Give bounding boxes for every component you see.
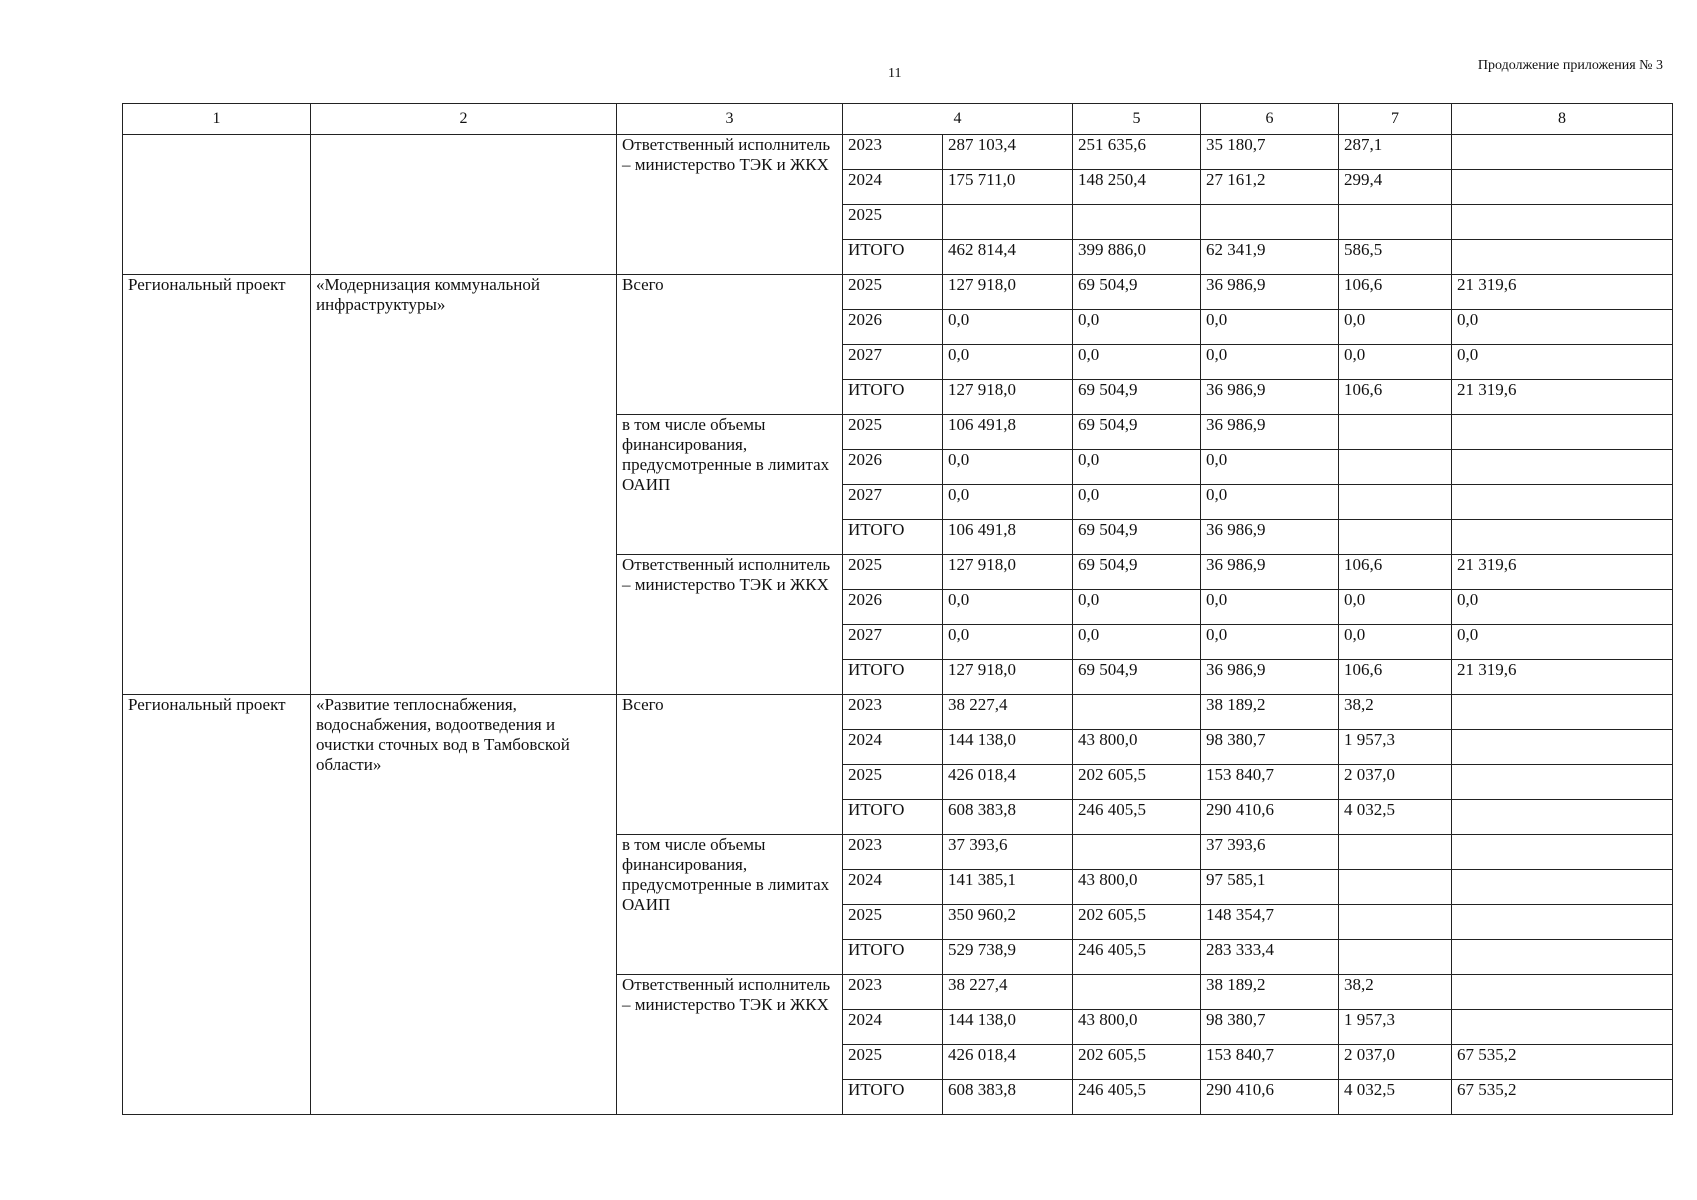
- year-cell: 2023: [843, 135, 943, 170]
- value-cell-c5: 69 504,9: [1073, 415, 1201, 450]
- column-header-4: 4: [843, 104, 1073, 135]
- value-cell-c5: 69 504,9: [1073, 275, 1201, 310]
- value-cell-c5: 246 405,5: [1073, 1080, 1201, 1115]
- value-cell-c6: 62 341,9: [1201, 240, 1339, 275]
- column-header-2: 2: [311, 104, 617, 135]
- table-body: [123, 135, 1673, 1115]
- value-cell-c4: 127 918,0: [943, 380, 1073, 415]
- year-cell: 2024: [843, 170, 943, 205]
- value-cell-c7: [1339, 415, 1452, 450]
- value-cell-c6: 98 380,7: [1201, 730, 1339, 765]
- value-cell-c4: 37 393,6: [943, 835, 1073, 870]
- column-header-8: 8: [1452, 104, 1673, 135]
- value-cell-c5: 202 605,5: [1073, 765, 1201, 800]
- project-name-cell: «Модернизация коммунальной инфраструктуры»: [311, 275, 617, 695]
- value-cell-c6: 27 161,2: [1201, 170, 1339, 205]
- value-cell-c6: 153 840,7: [1201, 1045, 1339, 1080]
- year-cell: ИТОГО: [843, 940, 943, 975]
- value-cell-c4: 141 385,1: [943, 870, 1073, 905]
- value-cell-c4: 529 738,9: [943, 940, 1073, 975]
- value-cell-c6: 38 189,2: [1201, 975, 1339, 1010]
- value-cell-c7: 106,6: [1339, 275, 1452, 310]
- value-cell-c8: [1452, 730, 1673, 765]
- column-header-6: 6: [1201, 104, 1339, 135]
- value-cell-c8: [1452, 870, 1673, 905]
- continuation-label: Продолжение приложения № 3: [1477, 58, 1663, 73]
- value-cell-c8: 21 319,6: [1452, 380, 1673, 415]
- value-cell-c8: 21 319,6: [1452, 555, 1673, 590]
- project-name-cell: «Развитие теплоснабжения, водоснабжения, водоотведения и очистки сточных вод в Тамбовской области»: [311, 695, 617, 1115]
- value-cell-c7: [1339, 940, 1452, 975]
- value-cell-c6: 36 986,9: [1201, 520, 1339, 555]
- funding-source-cell: Ответственный исполнитель – министерство ТЭК и ЖКХ: [617, 975, 843, 1115]
- year-cell: 2025: [843, 765, 943, 800]
- value-cell-c5: [1073, 695, 1201, 730]
- value-cell-c5: 0,0: [1073, 590, 1201, 625]
- value-cell-c7: [1339, 485, 1452, 520]
- table-row: [123, 275, 1673, 310]
- value-cell-c8: [1452, 905, 1673, 940]
- value-cell-c4: 0,0: [943, 345, 1073, 380]
- value-cell-c6: 36 986,9: [1201, 275, 1339, 310]
- funding-source-cell: в том числе объемы финансирования, предусмотренные в лимитах ОАИП: [617, 835, 843, 975]
- value-cell-c8: [1452, 205, 1673, 240]
- value-cell-c7: 0,0: [1339, 310, 1452, 345]
- value-cell-c6: 283 333,4: [1201, 940, 1339, 975]
- financing-table: [122, 103, 1673, 1115]
- value-cell-c8: [1452, 940, 1673, 975]
- value-cell-c4: 106 491,8: [943, 415, 1073, 450]
- year-cell: 2024: [843, 730, 943, 765]
- project-name-cell: [311, 135, 617, 275]
- value-cell-c8: 21 319,6: [1452, 660, 1673, 695]
- year-cell: 2024: [843, 870, 943, 905]
- year-cell: ИТОГО: [843, 520, 943, 555]
- value-cell-c6: 36 986,9: [1201, 380, 1339, 415]
- year-cell: 2023: [843, 835, 943, 870]
- value-cell-c4: 127 918,0: [943, 660, 1073, 695]
- year-cell: ИТОГО: [843, 240, 943, 275]
- value-cell-c4: 0,0: [943, 485, 1073, 520]
- value-cell-c7: [1339, 205, 1452, 240]
- value-cell-c4: 0,0: [943, 590, 1073, 625]
- value-cell-c4: 127 918,0: [943, 275, 1073, 310]
- value-cell-c5: 69 504,9: [1073, 660, 1201, 695]
- value-cell-c5: 0,0: [1073, 345, 1201, 380]
- value-cell-c6: 36 986,9: [1201, 555, 1339, 590]
- value-cell-c7: [1339, 905, 1452, 940]
- value-cell-c7: 0,0: [1339, 345, 1452, 380]
- year-cell: 2027: [843, 485, 943, 520]
- value-cell-c4: 106 491,8: [943, 520, 1073, 555]
- value-cell-c5: 0,0: [1073, 450, 1201, 485]
- value-cell-c6: 153 840,7: [1201, 765, 1339, 800]
- value-cell-c4: 287 103,4: [943, 135, 1073, 170]
- value-cell-c7: 2 037,0: [1339, 1045, 1452, 1080]
- value-cell-c8: [1452, 1010, 1673, 1045]
- value-cell-c7: [1339, 835, 1452, 870]
- value-cell-c6: 38 189,2: [1201, 695, 1339, 730]
- value-cell-c8: [1452, 975, 1673, 1010]
- value-cell-c4: 426 018,4: [943, 1045, 1073, 1080]
- value-cell-c6: 0,0: [1201, 625, 1339, 660]
- year-cell: ИТОГО: [843, 380, 943, 415]
- value-cell-c4: 0,0: [943, 450, 1073, 485]
- value-cell-c7: 4 032,5: [1339, 1080, 1452, 1115]
- value-cell-c4: 350 960,2: [943, 905, 1073, 940]
- project-type-cell: Региональный проект: [123, 695, 311, 1115]
- funding-source-cell: Ответственный исполнитель – министерство ТЭК и ЖКХ: [617, 135, 843, 275]
- value-cell-c8: [1452, 135, 1673, 170]
- value-cell-c7: 4 032,5: [1339, 800, 1452, 835]
- project-type-cell: Региональный проект: [123, 275, 311, 695]
- value-cell-c8: [1452, 765, 1673, 800]
- funding-source-cell: Всего: [617, 695, 843, 835]
- value-cell-c7: 106,6: [1339, 380, 1452, 415]
- page-number: 11: [888, 66, 902, 81]
- value-cell-c7: 287,1: [1339, 135, 1452, 170]
- year-cell: 2026: [843, 590, 943, 625]
- year-cell: 2024: [843, 1010, 943, 1045]
- table-row: [123, 135, 1673, 170]
- value-cell-c6: 290 410,6: [1201, 800, 1339, 835]
- value-cell-c7: 299,4: [1339, 170, 1452, 205]
- value-cell-c8: 21 319,6: [1452, 275, 1673, 310]
- value-cell-c7: 0,0: [1339, 625, 1452, 660]
- value-cell-c5: 399 886,0: [1073, 240, 1201, 275]
- value-cell-c6: 0,0: [1201, 310, 1339, 345]
- value-cell-c6: 37 393,6: [1201, 835, 1339, 870]
- value-cell-c8: 0,0: [1452, 625, 1673, 660]
- value-cell-c8: [1452, 240, 1673, 275]
- value-cell-c5: 0,0: [1073, 625, 1201, 660]
- value-cell-c7: 2 037,0: [1339, 765, 1452, 800]
- value-cell-c4: 0,0: [943, 310, 1073, 345]
- value-cell-c8: 0,0: [1452, 590, 1673, 625]
- value-cell-c4: 127 918,0: [943, 555, 1073, 590]
- value-cell-c6: 98 380,7: [1201, 1010, 1339, 1045]
- value-cell-c5: 43 800,0: [1073, 870, 1201, 905]
- value-cell-c8: 0,0: [1452, 345, 1673, 380]
- value-cell-c4: [943, 205, 1073, 240]
- year-cell: 2025: [843, 905, 943, 940]
- value-cell-c8: [1452, 520, 1673, 555]
- value-cell-c6: [1201, 205, 1339, 240]
- year-cell: 2027: [843, 345, 943, 380]
- year-cell: 2026: [843, 310, 943, 345]
- value-cell-c4: 38 227,4: [943, 695, 1073, 730]
- project-type-cell: [123, 135, 311, 275]
- value-cell-c8: 67 535,2: [1452, 1045, 1673, 1080]
- value-cell-c5: 246 405,5: [1073, 940, 1201, 975]
- value-cell-c7: 0,0: [1339, 590, 1452, 625]
- value-cell-c5: [1073, 975, 1201, 1010]
- value-cell-c6: 36 986,9: [1201, 415, 1339, 450]
- value-cell-c7: [1339, 450, 1452, 485]
- value-cell-c4: 426 018,4: [943, 765, 1073, 800]
- value-cell-c6: 0,0: [1201, 345, 1339, 380]
- year-cell: 2025: [843, 415, 943, 450]
- value-cell-c5: [1073, 835, 1201, 870]
- funding-source-cell: Ответственный исполнитель – министерство ТЭК и ЖКХ: [617, 555, 843, 695]
- value-cell-c6: 36 986,9: [1201, 660, 1339, 695]
- value-cell-c7: 586,5: [1339, 240, 1452, 275]
- value-cell-c5: [1073, 205, 1201, 240]
- value-cell-c4: 0,0: [943, 625, 1073, 660]
- value-cell-c8: [1452, 415, 1673, 450]
- value-cell-c4: 462 814,4: [943, 240, 1073, 275]
- value-cell-c4: 144 138,0: [943, 1010, 1073, 1045]
- value-cell-c6: 290 410,6: [1201, 1080, 1339, 1115]
- column-header-5: 5: [1073, 104, 1201, 135]
- value-cell-c8: [1452, 800, 1673, 835]
- value-cell-c8: [1452, 450, 1673, 485]
- value-cell-c8: [1452, 835, 1673, 870]
- year-cell: 2025: [843, 275, 943, 310]
- year-cell: ИТОГО: [843, 660, 943, 695]
- value-cell-c7: 106,6: [1339, 660, 1452, 695]
- column-header-7: 7: [1339, 104, 1452, 135]
- year-cell: ИТОГО: [843, 1080, 943, 1115]
- value-cell-c7: 38,2: [1339, 975, 1452, 1010]
- value-cell-c5: 148 250,4: [1073, 170, 1201, 205]
- value-cell-c7: [1339, 870, 1452, 905]
- table-row: [123, 695, 1673, 730]
- value-cell-c6: 0,0: [1201, 450, 1339, 485]
- value-cell-c5: 43 800,0: [1073, 1010, 1201, 1045]
- value-cell-c5: 43 800,0: [1073, 730, 1201, 765]
- funding-source-cell: в том числе объемы финансирования, предусмотренные в лимитах ОАИП: [617, 415, 843, 555]
- value-cell-c5: 202 605,5: [1073, 1045, 1201, 1080]
- column-header-1: 1: [123, 104, 311, 135]
- value-cell-c6: 97 585,1: [1201, 870, 1339, 905]
- value-cell-c8: [1452, 695, 1673, 730]
- value-cell-c7: 38,2: [1339, 695, 1452, 730]
- value-cell-c8: 67 535,2: [1452, 1080, 1673, 1115]
- year-cell: 2027: [843, 625, 943, 660]
- value-cell-c6: 148 354,7: [1201, 905, 1339, 940]
- year-cell: 2025: [843, 205, 943, 240]
- value-cell-c4: 175 711,0: [943, 170, 1073, 205]
- header-row: [123, 104, 1673, 135]
- year-cell: 2025: [843, 1045, 943, 1080]
- value-cell-c6: 35 180,7: [1201, 135, 1339, 170]
- value-cell-c5: 246 405,5: [1073, 800, 1201, 835]
- value-cell-c8: 0,0: [1452, 310, 1673, 345]
- value-cell-c5: 0,0: [1073, 485, 1201, 520]
- funding-source-cell: Всего: [617, 275, 843, 415]
- value-cell-c4: 608 383,8: [943, 800, 1073, 835]
- year-cell: 2023: [843, 695, 943, 730]
- value-cell-c5: 69 504,9: [1073, 555, 1201, 590]
- value-cell-c6: 0,0: [1201, 485, 1339, 520]
- value-cell-c4: 608 383,8: [943, 1080, 1073, 1115]
- column-header-3: 3: [617, 104, 843, 135]
- value-cell-c5: 69 504,9: [1073, 520, 1201, 555]
- year-cell: 2026: [843, 450, 943, 485]
- year-cell: 2023: [843, 975, 943, 1010]
- value-cell-c5: 202 605,5: [1073, 905, 1201, 940]
- value-cell-c5: 0,0: [1073, 310, 1201, 345]
- year-cell: 2025: [843, 555, 943, 590]
- value-cell-c5: 69 504,9: [1073, 380, 1201, 415]
- value-cell-c4: 144 138,0: [943, 730, 1073, 765]
- year-cell: ИТОГО: [843, 800, 943, 835]
- value-cell-c4: 38 227,4: [943, 975, 1073, 1010]
- value-cell-c5: 251 635,6: [1073, 135, 1201, 170]
- value-cell-c7: 1 957,3: [1339, 730, 1452, 765]
- value-cell-c6: 0,0: [1201, 590, 1339, 625]
- value-cell-c7: 106,6: [1339, 555, 1452, 590]
- value-cell-c8: [1452, 485, 1673, 520]
- value-cell-c7: 1 957,3: [1339, 1010, 1452, 1045]
- value-cell-c7: [1339, 520, 1452, 555]
- value-cell-c8: [1452, 170, 1673, 205]
